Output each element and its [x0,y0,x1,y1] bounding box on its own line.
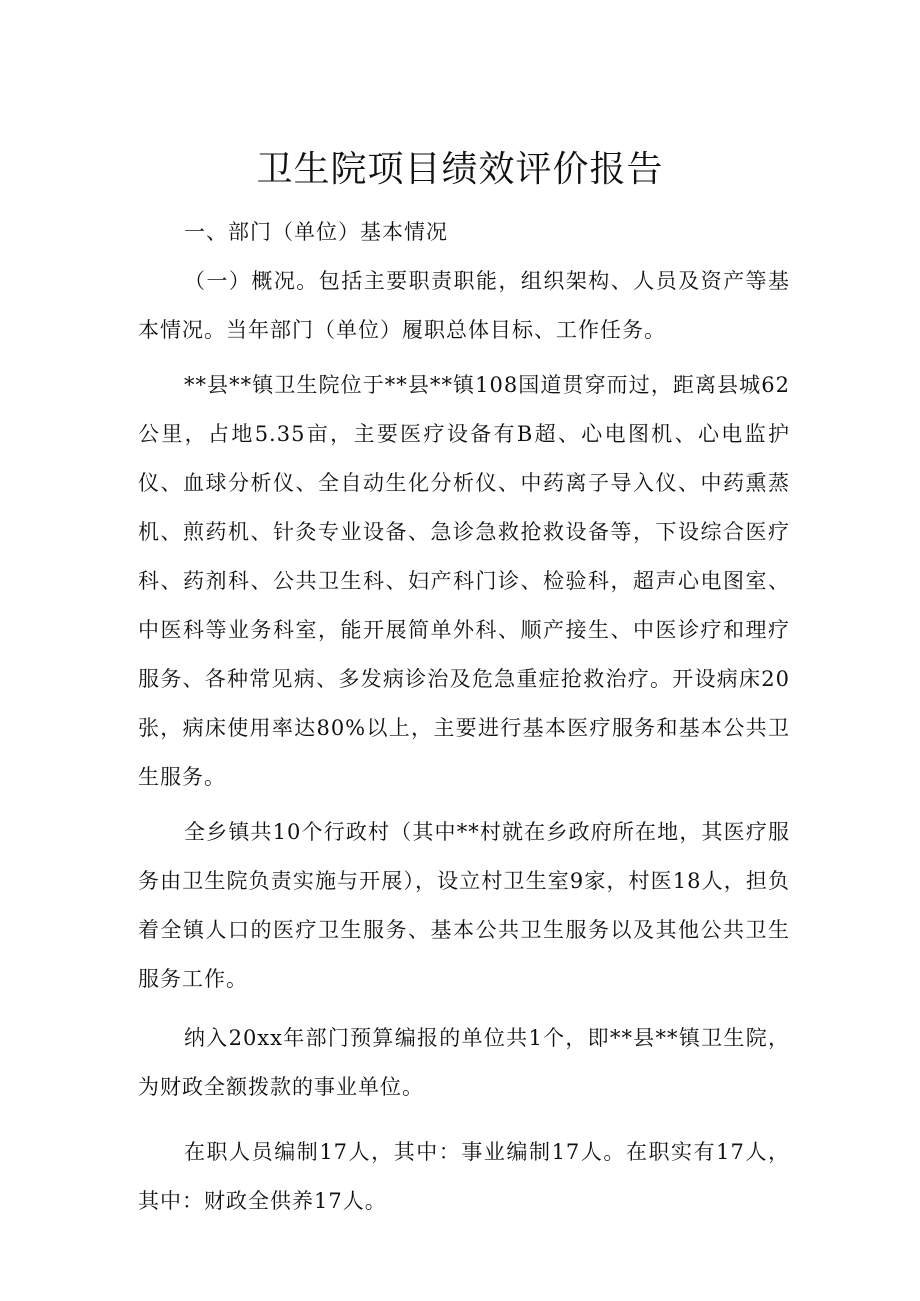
paragraph-budget-units: 纳入20xx年部门预算编报的单位共1个，即**县**镇卫生院，为财政全额拨款的事业单位。 [138,1026,790,1099]
section-heading: 一、部门（单位）基本情况 [184,220,448,244]
paragraph-overview: （一）概况。包括主要职责职能，组织架构、人员及资产等基本情况。当年部门（单位）履职总体目标、工作任务。 [138,269,790,342]
document-title: 卫生院项目绩效评价报告 [256,149,664,190]
paragraph-villages: 全乡镇共10个行政村（其中**村就在乡政府所在地，其医疗服务由卫生院负责实施与开展），设立村卫生室9家，村医18人，担负着全镇人口的医疗卫生服务、基本公共卫生服务以及其他公共卫生服务工作。 [138,820,790,991]
paragraph-facility: **县**镇卫生院位于**县**镇108国道贯穿而过，距离县城62公里，占地5.35亩，主要医疗设备有B超、心电图机、心电监护仪、血球分析仪、全自动生化分析仪、中药离子导入仪、中药熏蒸机、煎药机、针灸专业设备、急诊急救抢救设备等，下设综合医疗科、药剂科、公共卫生科、妇产科门诊、检验科，超声心电图室、中医科等业务科室，能开展简单外科、顺产接生、中医诊疗和理疗服务、各种常见病、多发病诊治及危急重症抢救治疗。开设病床20张，病床使用率达80%以上，主要进行基本医疗服务和基本公共卫生服务。 [138,373,790,789]
document-body [138,208,790,1226]
paragraph-staffing: 在职人员编制17人，其中：事业编制17人。在职实有17人，其中：财政全供养17人。 [138,1140,790,1213]
